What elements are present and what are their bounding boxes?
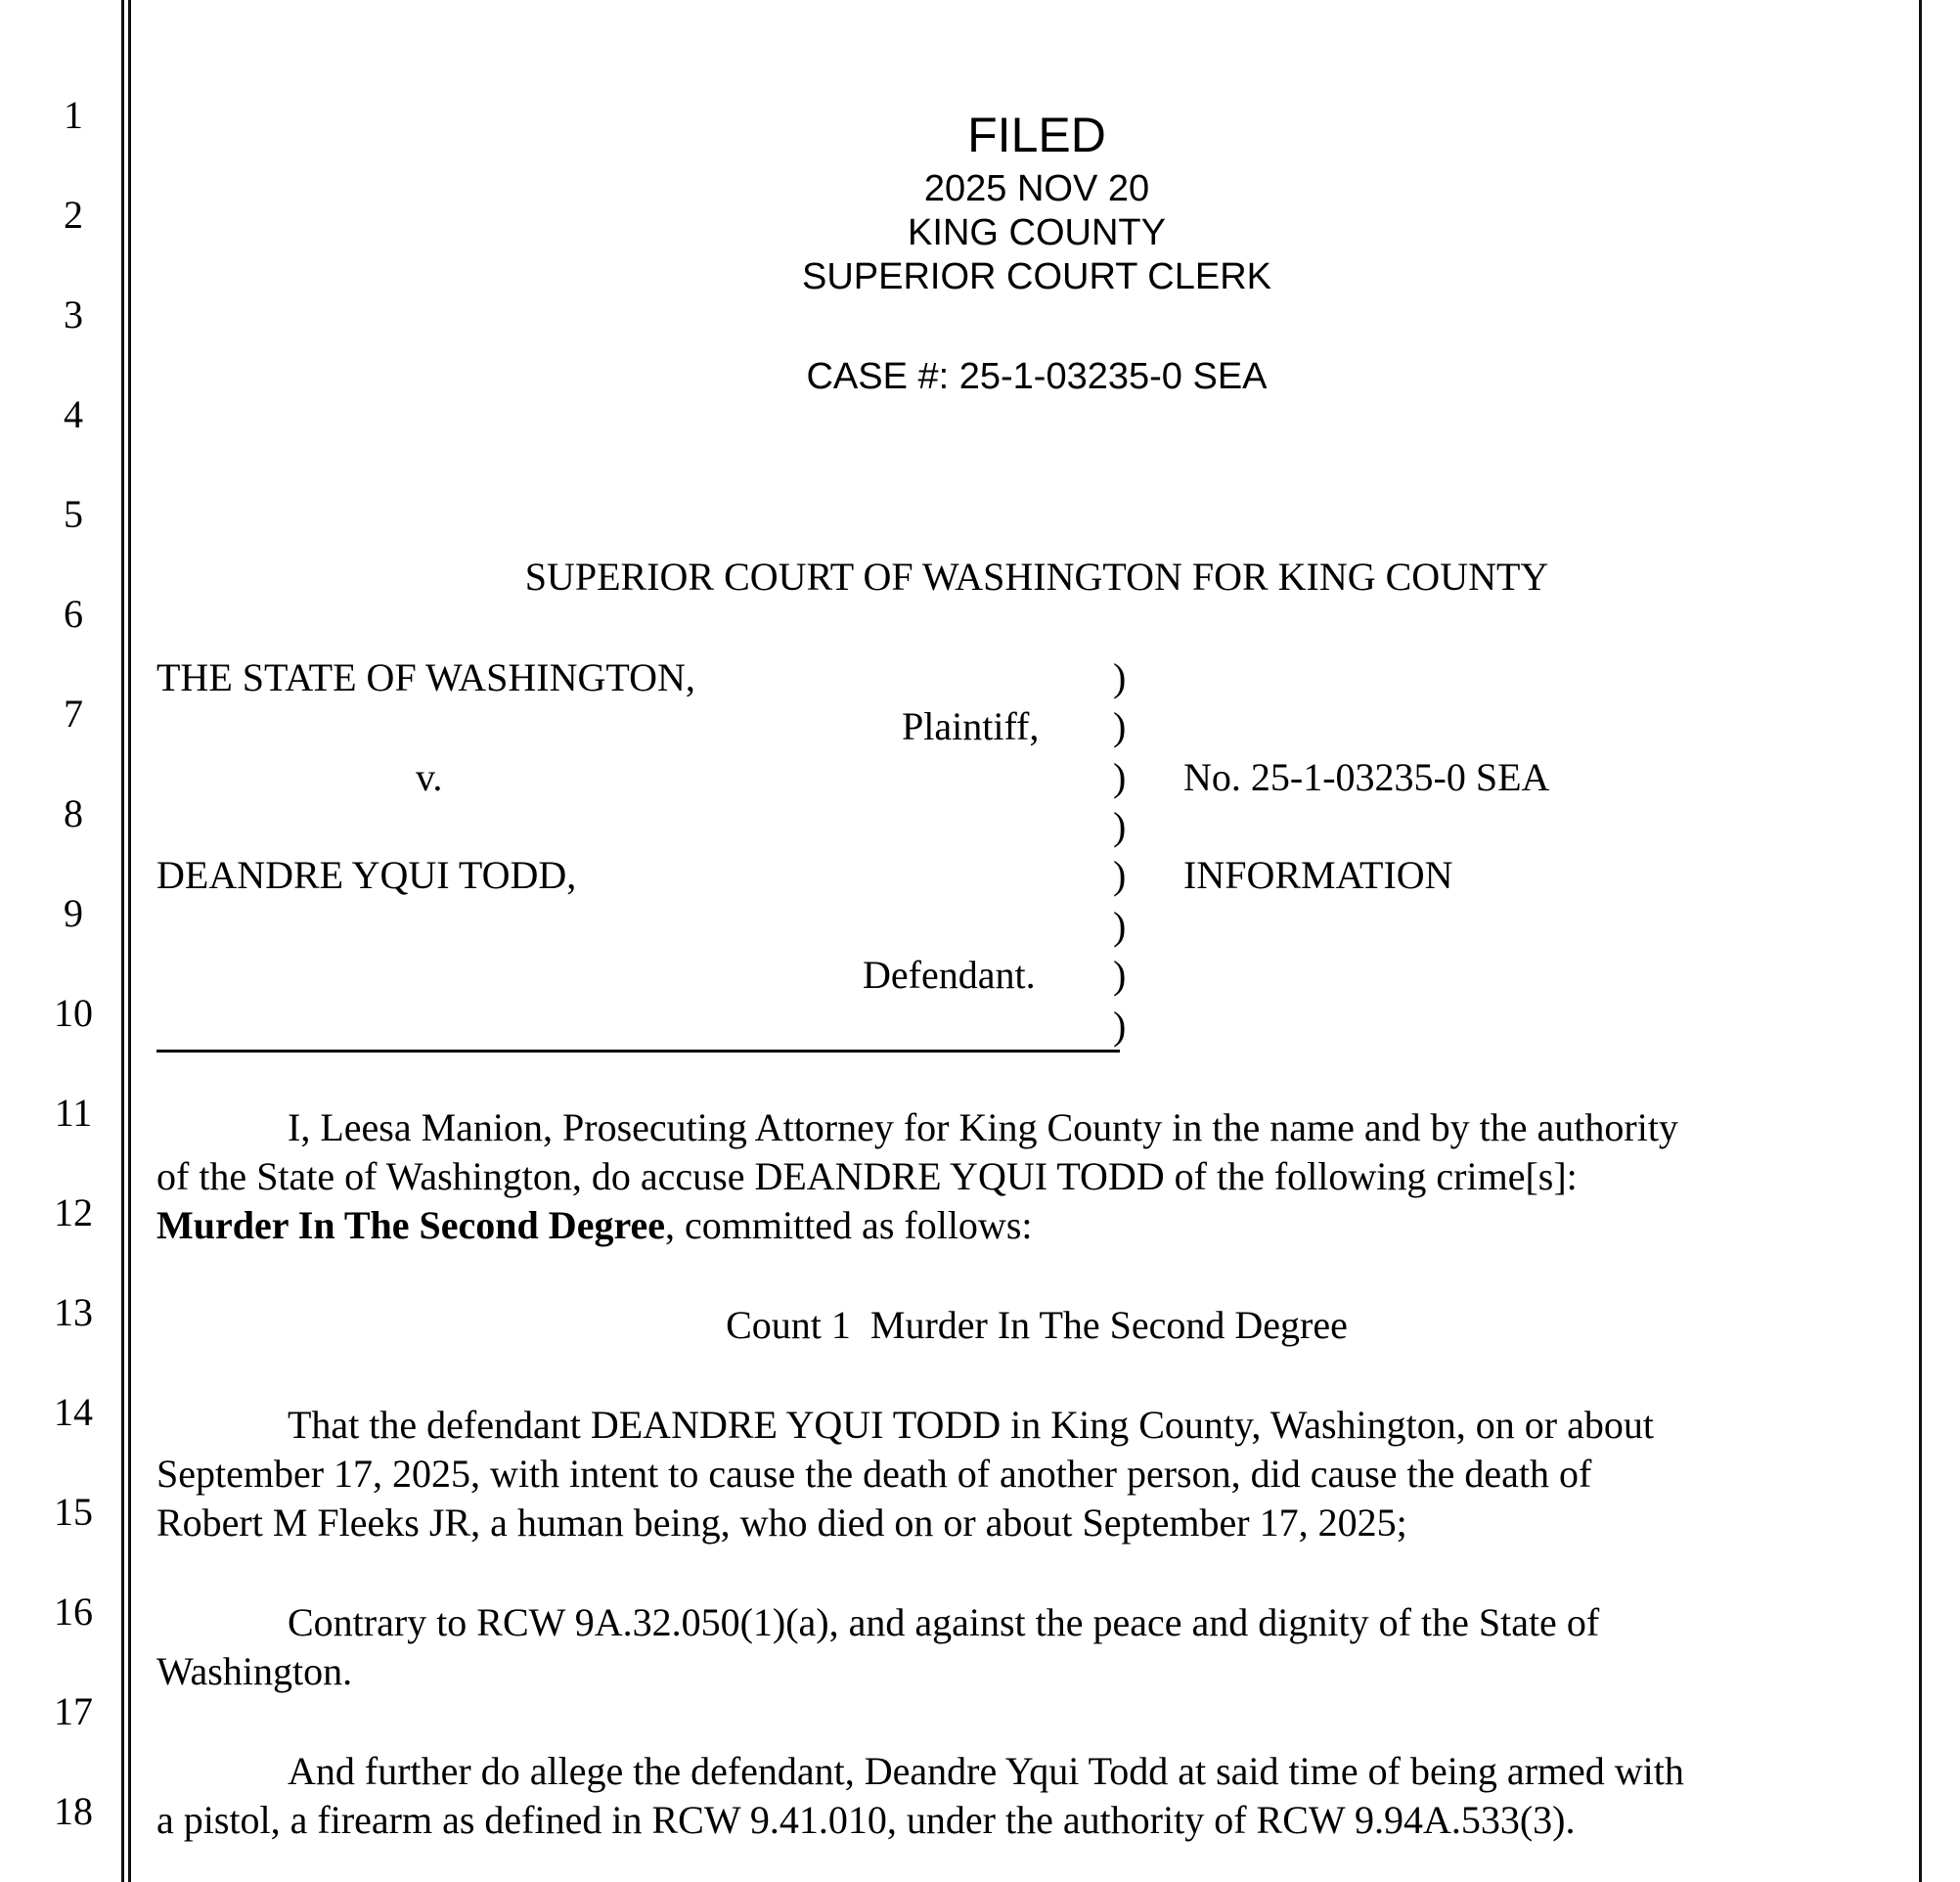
case-number: No. 25-1-03235-0 SEA bbox=[1183, 755, 1550, 799]
caption-paren: ) bbox=[1113, 904, 1127, 948]
count-paragraph bbox=[156, 1401, 1839, 1547]
caption-paren: ) bbox=[1113, 953, 1127, 997]
line-number: 3 bbox=[64, 292, 83, 336]
intro-line-3 bbox=[156, 1201, 1839, 1250]
caption-paren: ) bbox=[1113, 704, 1127, 748]
further-line-1 bbox=[156, 1747, 1839, 1796]
line-number: 10 bbox=[54, 991, 93, 1035]
count-text-1: That the defendant DEANDRE YQUI TODD in King County, Washington, on or about bbox=[288, 1403, 1654, 1447]
contrary-line-1 bbox=[156, 1598, 1839, 1647]
intro-line-1 bbox=[156, 1103, 1839, 1152]
intro-line-2: of the State of Washington, do accuse DEANDRE YQUI TODD of the following crime[s]: bbox=[156, 1154, 1578, 1198]
line-number: 8 bbox=[64, 791, 83, 835]
caption-paren: ) bbox=[1113, 804, 1127, 848]
count-line-3: Robert M Fleeks JR, a human being, who died on or about September 17, 2025; bbox=[156, 1501, 1407, 1545]
intro-text-1: I, Leesa Manion, Prosecuting Attorney for King County in the name and by the authority bbox=[288, 1105, 1678, 1149]
contrary-text-1: Contrary to RCW 9A.32.050(1)(a), and against the peace and dignity of the State of bbox=[288, 1600, 1600, 1644]
versus: v. bbox=[416, 755, 443, 799]
further-paragraph bbox=[156, 1747, 1839, 1845]
plaintiff-label: Plaintiff, bbox=[902, 704, 1040, 748]
defendant-name: DEANDRE YQUI TODD, bbox=[156, 853, 577, 897]
line-number: 16 bbox=[54, 1590, 93, 1634]
further-text-1: And further do allege the defendant, Deandre Yqui Todd at said time of being armed with bbox=[288, 1749, 1684, 1793]
line-number: 11 bbox=[54, 1091, 93, 1135]
line-number: 13 bbox=[54, 1290, 93, 1334]
line-number: 14 bbox=[54, 1390, 93, 1434]
stamp-filed: FILED bbox=[967, 108, 1106, 162]
count-heading: Count 1 Murder In The Second Degree bbox=[726, 1303, 1348, 1347]
caption-paren: ) bbox=[1113, 1004, 1127, 1048]
intro-rest: , committed as follows: bbox=[664, 1203, 1033, 1247]
line-number: 5 bbox=[64, 492, 83, 536]
stamp-county: KING COUNTY bbox=[908, 212, 1166, 253]
line-number: 18 bbox=[54, 1789, 93, 1833]
caption-underline bbox=[156, 1050, 1120, 1053]
line-number: 1 bbox=[64, 93, 83, 137]
intro-paragraph bbox=[156, 1103, 1839, 1250]
line-number: 9 bbox=[64, 891, 83, 935]
caption-paren: ) bbox=[1113, 853, 1127, 897]
contrary-paragraph bbox=[156, 1598, 1839, 1696]
document-type: INFORMATION bbox=[1183, 853, 1453, 897]
line-number: 4 bbox=[64, 392, 83, 436]
count-line-1 bbox=[156, 1401, 1839, 1450]
count-line-2: September 17, 2025, with intent to cause the death of another person, did cause the death of bbox=[156, 1452, 1592, 1496]
plaintiff-name: THE STATE OF WASHINGTON, bbox=[156, 655, 695, 699]
line-number: 2 bbox=[64, 193, 83, 237]
contrary-line-2: Washington. bbox=[156, 1649, 353, 1693]
stamp-date: 2025 NOV 20 bbox=[923, 168, 1150, 209]
stamp-clerk: SUPERIOR COURT CLERK bbox=[801, 256, 1272, 297]
stamp-case-number: CASE #: 25-1-03235-0 SEA bbox=[806, 356, 1268, 397]
line-number: 15 bbox=[54, 1490, 93, 1534]
line-number: 12 bbox=[54, 1190, 93, 1234]
line-number: 7 bbox=[64, 692, 83, 736]
defendant-label: Defendant. bbox=[863, 953, 1036, 997]
further-line-2: a pistol, a firearm as defined in RCW 9.41.010, under the authority of RCW 9.94A.533(3). bbox=[156, 1798, 1576, 1842]
caption-paren: ) bbox=[1113, 755, 1127, 799]
caption-paren: ) bbox=[1113, 655, 1127, 699]
line-number: 17 bbox=[54, 1689, 93, 1733]
charge-name: Murder In The Second Degree bbox=[156, 1203, 665, 1247]
line-number: 6 bbox=[64, 592, 83, 636]
court-title: SUPERIOR COURT OF WASHINGTON FOR KING COUNTY bbox=[524, 555, 1549, 599]
